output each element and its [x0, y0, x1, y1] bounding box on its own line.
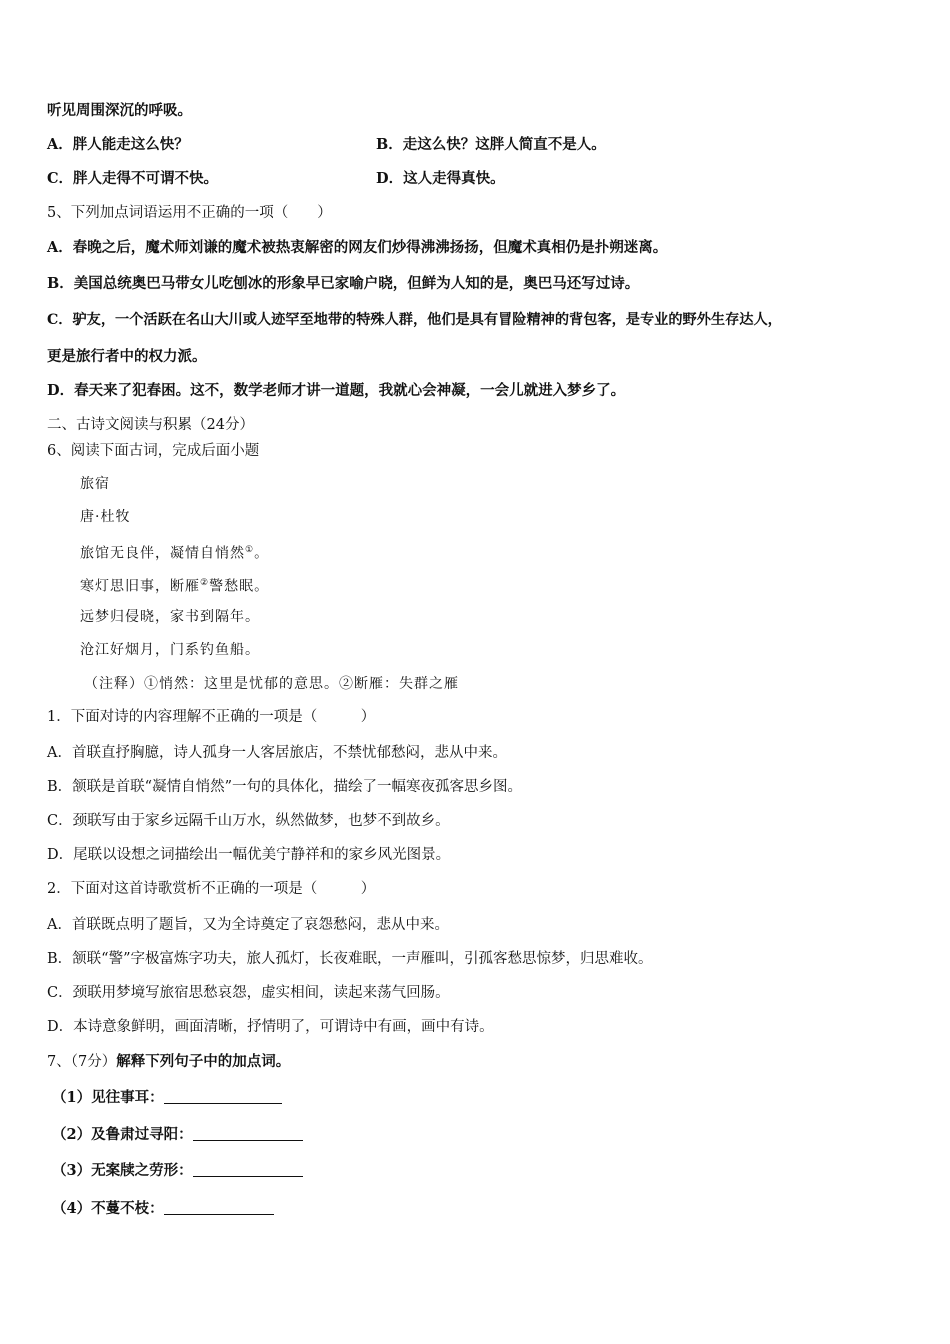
q5-option-c: C．驴友，一个活跃在名山大川或人迹罕至地带的特殊人群，他们是具有冒险精神的背包客，是专业的野外生存达人，	[47, 312, 782, 328]
poem-annotation: （注释）①悄然：这里是忧郁的意思。②断雁：失群之雁	[84, 676, 459, 692]
q5-option-b: B．美国总统奥巴马带女儿吃刨冰的形象早已家喻户晓，但鲜为人知的是，奥巴马还写过诗。	[47, 275, 640, 292]
q6-sub1-stem: 1．下面对诗的内容理解不正确的一项是（ ）	[47, 709, 376, 725]
q4-option-d: D．这人走得真快。	[376, 170, 505, 187]
answer-blank-4[interactable]	[164, 1200, 274, 1215]
q5-option-a: A．春晚之后，魔术师刘谦的魔术被热衷解密的网友们炒得沸沸扬扬，但魔术真相仍是扑朔迷离。	[47, 239, 668, 256]
note-marker-2: ②	[200, 578, 210, 588]
q5-stem: 5、下列加点词语运用不正确的一项（ ）	[47, 205, 332, 221]
q6-sub1-option-d: D．尾联以设想之词描绘出一幅优美宁静祥和的家乡风光图景。	[47, 847, 451, 863]
q6-sub1-option-a: A．首联直抒胸臆，诗人孤身一人客居旅店，不禁忧郁愁闷，悲从中来。	[47, 745, 507, 761]
poem-author: 唐·杜牧	[80, 509, 131, 525]
q6-sub1-option-c: C．颈联写由于家乡远隔千山万水，纵然做梦，也梦不到故乡。	[47, 813, 450, 829]
q4-option-a: A．胖人能走这么快？	[47, 136, 189, 153]
q4-option-c: C．胖人走得不可谓不快。	[47, 170, 219, 187]
q6-sub2-option-c: C．颈联用梦境写旅宿思愁哀怨，虚实相间，读起来荡气回肠。	[47, 985, 450, 1001]
q7-item-4: （4）不蔓不枝：	[52, 1199, 274, 1219]
q6-sub2-stem: 2．下面对这首诗歌赏析不正确的一项是（ ）	[47, 881, 376, 897]
q5-option-c-cont: 更是旅行者中的权力派。	[47, 348, 207, 365]
answer-blank-3[interactable]	[193, 1162, 303, 1177]
poem-title: 旅宿	[80, 476, 110, 492]
poem-line-4: 沧江好烟月，门系钓鱼船。	[80, 642, 260, 658]
note-marker-1: ①	[245, 545, 255, 555]
answer-blank-1[interactable]	[164, 1089, 282, 1104]
q6-sub1-option-b: B．颔联是首联“凝情自悄然”一句的具体化，描绘了一幅寒夜孤客思乡图。	[47, 779, 522, 795]
q7-item-1: （1）见往事耳：	[52, 1088, 282, 1108]
poem-line-3: 远梦归侵晓，家书到隔年。	[80, 609, 260, 625]
poem-line-2: 寒灯思旧事，断雁②警愁眠。	[80, 578, 270, 595]
passage-end-line: 听见周围深沉的呼吸。	[47, 102, 192, 119]
q7-item-2: （2）及鲁肃过寻阳：	[52, 1125, 303, 1145]
answer-blank-2[interactable]	[193, 1126, 303, 1141]
q6-sub2-option-b: B．颔联“警”字极富炼字功夫，旅人孤灯，长夜难眠，一声雁叫，引孤客愁思惊梦，归思难收。	[47, 951, 653, 967]
q6-stem: 6、阅读下面古词，完成后面小题	[47, 443, 260, 459]
q4-option-b: B．走这么快？这胖人简直不是人。	[376, 136, 606, 153]
q7-stem: 7、（7分）解释下列句子中的加点词。	[47, 1053, 291, 1070]
poem-line-1: 旅馆无良伴，凝情自悄然①。	[80, 545, 270, 562]
q5-option-d: D．春天来了犯春困。这不，数学老师才讲一道题，我就心会神凝，一会儿就进入梦乡了。	[47, 382, 626, 399]
q7-item-3: （3）无案牍之劳形：	[52, 1161, 303, 1181]
section-2-heading: 二、古诗文阅读与积累（24分）	[47, 417, 254, 433]
q6-sub2-option-d: D．本诗意象鲜明，画面清晰，抒情明了，可谓诗中有画，画中有诗。	[47, 1019, 494, 1035]
q6-sub2-option-a: A．首联既点明了题旨，又为全诗奠定了哀怨愁闷，悲从中来。	[47, 917, 449, 933]
